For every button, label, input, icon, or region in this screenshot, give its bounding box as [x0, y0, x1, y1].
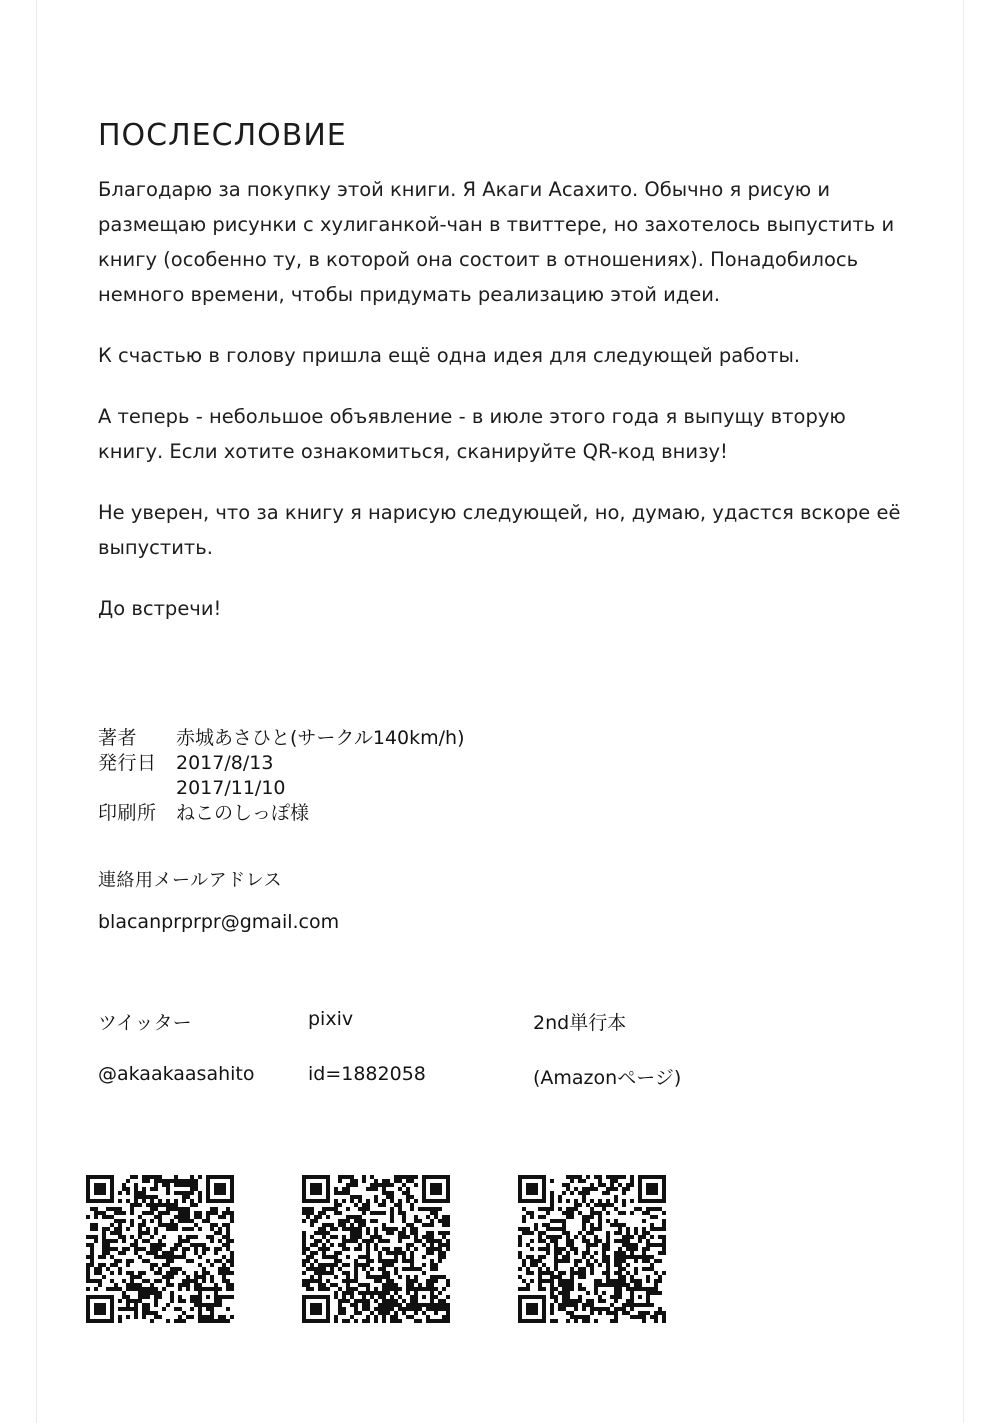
colophon-block [98, 726, 464, 826]
page-edge-left [36, 0, 37, 1423]
colophon-label: 著者 [98, 727, 138, 749]
link-value-second-book[interactable]: (Amazonページ) [533, 1067, 682, 1089]
links-block [98, 1008, 798, 1090]
colophon-row [98, 776, 464, 801]
colophon-label: 発行日 [98, 752, 157, 774]
afterword-body [98, 172, 903, 626]
qr-code-pixiv-icon[interactable] [302, 1175, 450, 1323]
afterword-paragraph: К счастью в голову пришла ещё одна идея для следующей работы. [98, 344, 801, 367]
colophon-value: ねこのしっぽ様 [176, 802, 310, 824]
contact-email[interactable]: blacanprprpr@gmail.com [98, 911, 340, 933]
links-values-row [98, 1063, 798, 1090]
link-heading-twitter: ツイッター [98, 1012, 192, 1034]
afterword-paragraph: До встречи! [98, 597, 222, 620]
page-edge-right [963, 0, 964, 1423]
page-title: ПОСЛЕСЛОВИЕ [98, 118, 347, 153]
colophon-value: 2017/8/13 [176, 752, 274, 774]
colophon-row [98, 801, 464, 826]
colophon-row [98, 751, 464, 776]
afterword-paragraph: Не уверен, что за книгу я нарисую следующей, но, думаю, удастся вскоре её выпустить. [98, 501, 901, 559]
link-value-pixiv[interactable]: id=1882058 [308, 1063, 426, 1085]
qr-code-twitter-icon[interactable] [86, 1175, 234, 1323]
afterword-paragraph: Благодарю за покупку этой книги. Я Акаги Асахито. Обычно я рисую и размещаю рисунки с хулиганкой-чан в твиттере, но захотелось выпустить и книгу (особенно ту, в которой она состоит в отношениях). Понадобилось немного времени, чтобы придумать реализацию этой идеи. [98, 178, 895, 306]
qr-code-row [86, 1175, 926, 1325]
colophon-label: 印刷所 [98, 802, 157, 824]
link-value-twitter[interactable]: @akaakaasahito [98, 1063, 255, 1085]
colophon-row [98, 726, 464, 751]
links-headings-row [98, 1008, 798, 1035]
qr-code-amazon-icon[interactable] [518, 1175, 666, 1323]
afterword-paragraph: А теперь - небольшое объявление - в июле этого года я выпущу вторую книгу. Если хотите ознакомиться, сканируйте QR-код внизу! [98, 405, 846, 463]
link-heading-second-book: 2nd単行本 [533, 1012, 627, 1034]
colophon-value: 2017/11/10 [176, 777, 286, 799]
colophon-value: 赤城あさひと(サークル140km/h) [176, 727, 465, 749]
link-heading-pixiv: pixiv [308, 1008, 354, 1030]
contact-heading: 連絡用メールアドレス [98, 870, 283, 891]
